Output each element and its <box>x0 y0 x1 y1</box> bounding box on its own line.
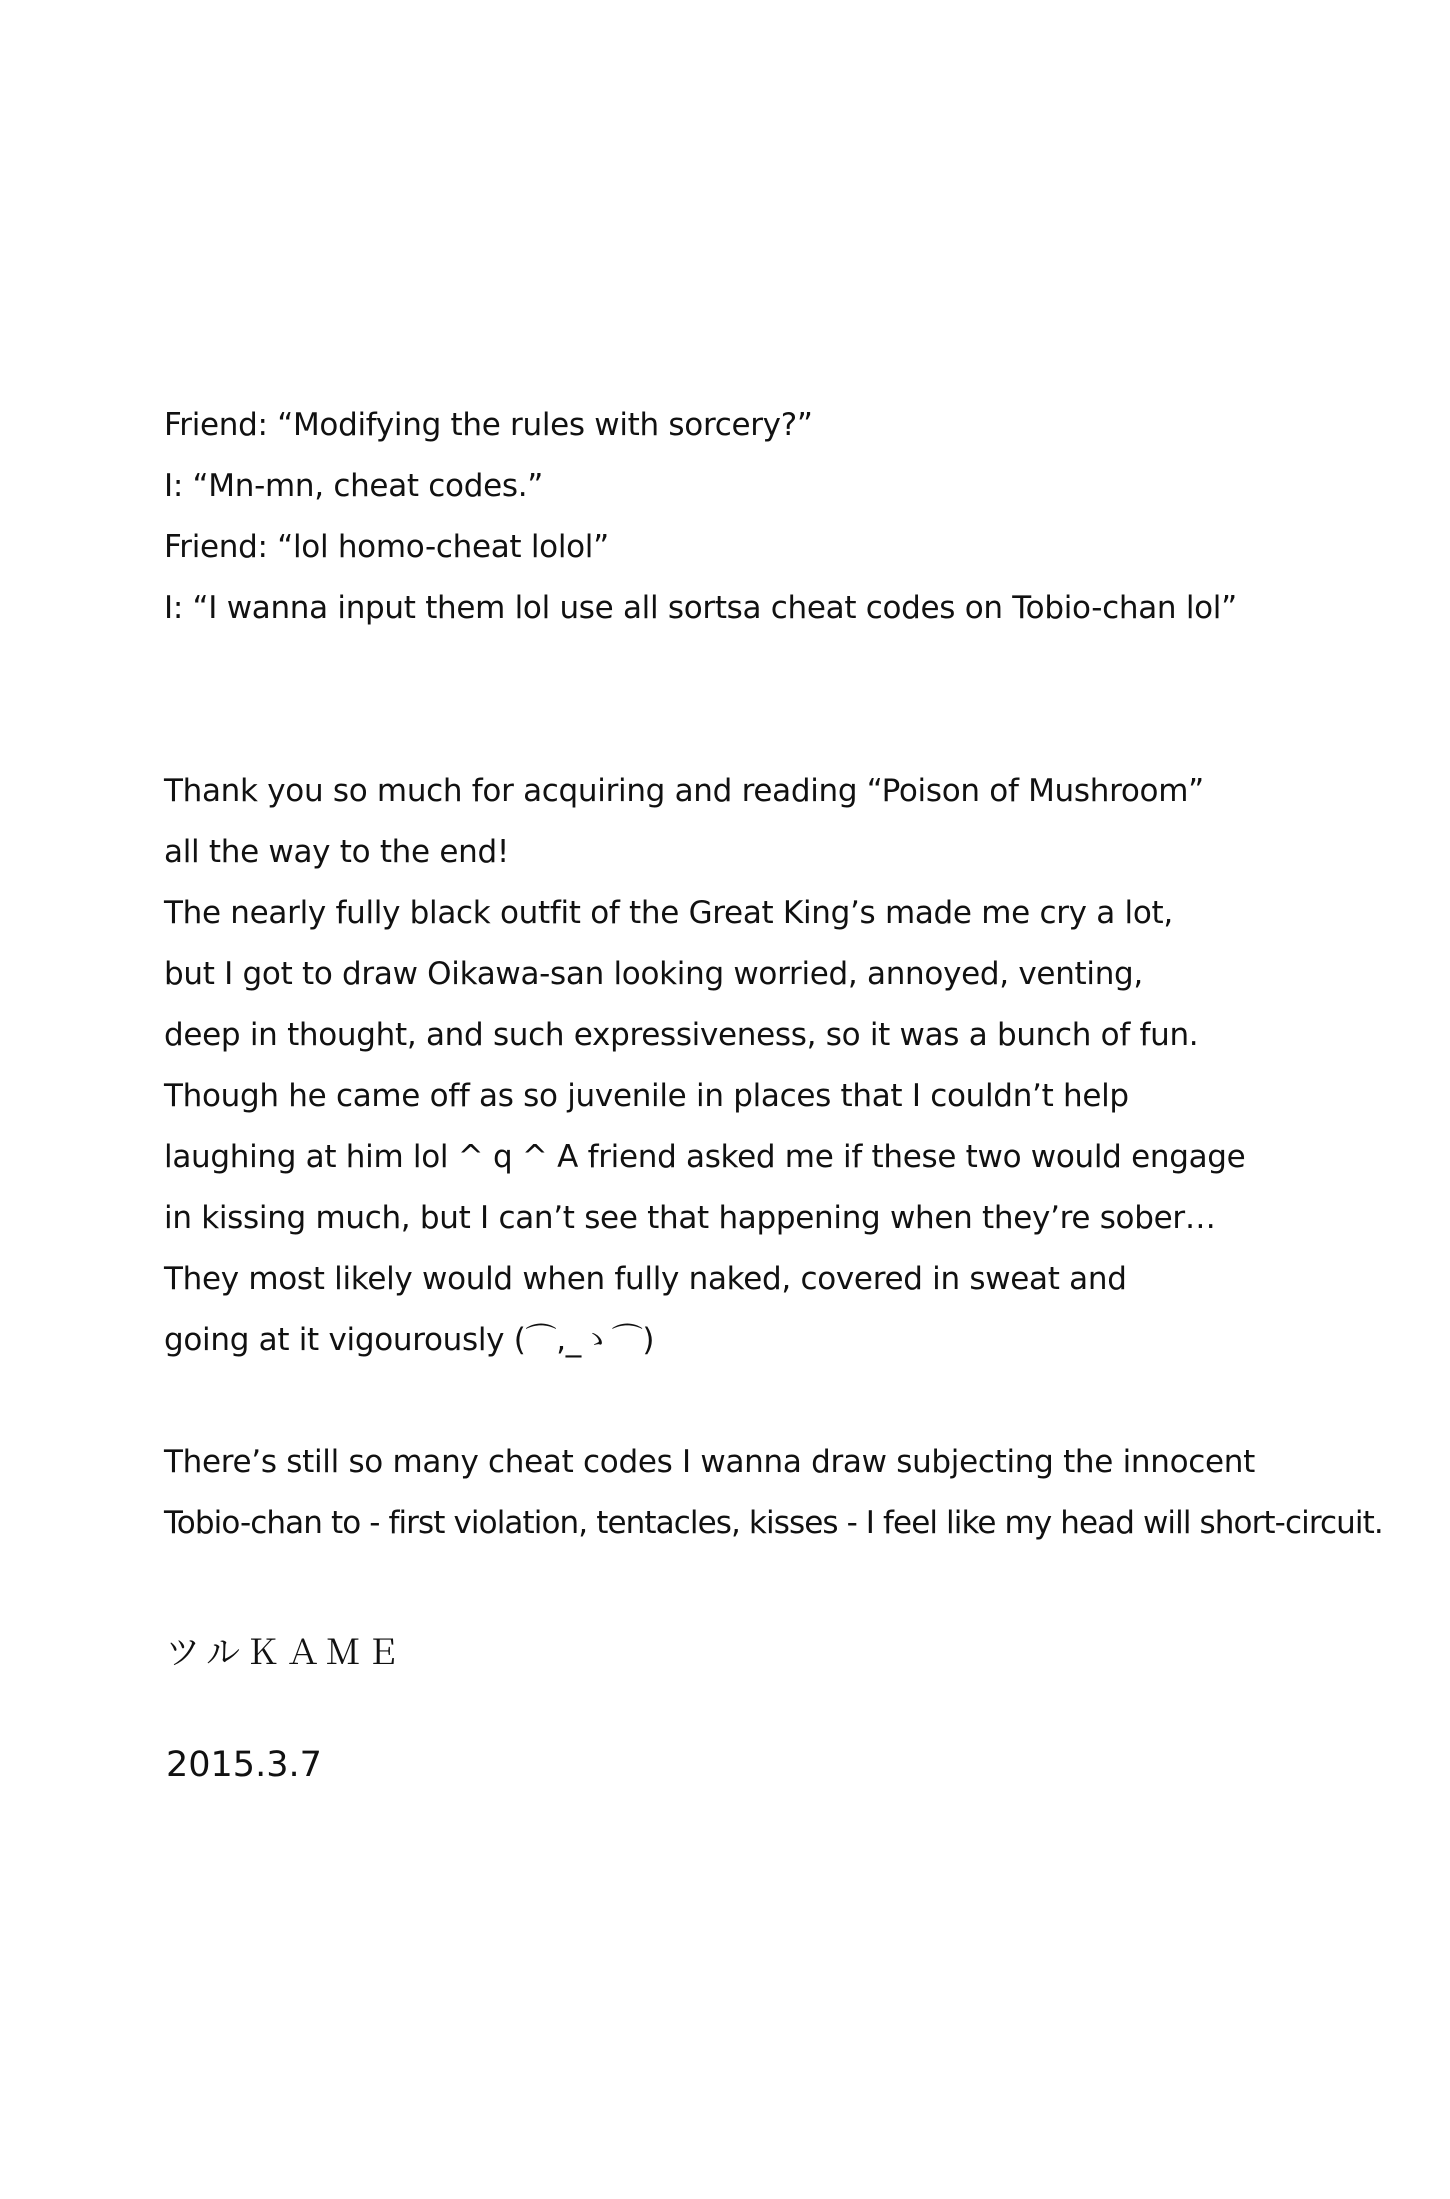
afterword-line-10: going at it vigourously (⌒,_ゝ⌒) <box>164 1322 655 1358</box>
afterword-line-5: deep in thought, and such expressiveness, so it was a bunch of fun. <box>164 1017 1199 1053</box>
dialogue-line-1: Friend: “Modifying the rules with sorcery?” <box>164 407 813 443</box>
afterword-line-1: Thank you so much for acquiring and reading “Poison of Mushroom” <box>164 773 1204 809</box>
afterword-p2-line-2: Tobio-chan to - first violation, tentacles, kisses - I feel like my head will short-circuit. <box>164 1505 1383 1541</box>
afterword-p2-line-1: There’s still so many cheat codes I wanna draw subjecting the innocent <box>164 1444 1255 1480</box>
dialogue-line-2: I: “Mn-mn, cheat codes.” <box>164 468 544 504</box>
afterword-line-6: Though he came off as so juvenile in places that I couldn’t help <box>164 1078 1129 1114</box>
afterword-line-8: in kissing much, but I can’t see that happening when they’re sober… <box>164 1200 1216 1236</box>
afterword-line-4: but I got to draw Oikawa-san looking worried, annoyed, venting, <box>164 956 1143 992</box>
afterword-line-7: laughing at him lol ^ q ^ A friend asked me if these two would engage <box>164 1139 1246 1175</box>
date: 2015.3.7 <box>166 1745 322 1785</box>
afterword-line-9: They most likely would when fully naked, covered in sweat and <box>164 1261 1127 1297</box>
afterword-line-2: all the way to the end! <box>164 834 509 870</box>
dialogue-line-4: I: “I wanna input them lol use all sortsa cheat codes on Tobio-chan lol” <box>164 590 1237 626</box>
afterword-line-3: The nearly fully black outfit of the Great King’s made me cry a lot, <box>164 895 1173 931</box>
author-signature: ツルＫＡＭＥ <box>166 1633 406 1673</box>
dialogue-line-3: Friend: “lol homo-cheat lolol” <box>164 529 609 565</box>
